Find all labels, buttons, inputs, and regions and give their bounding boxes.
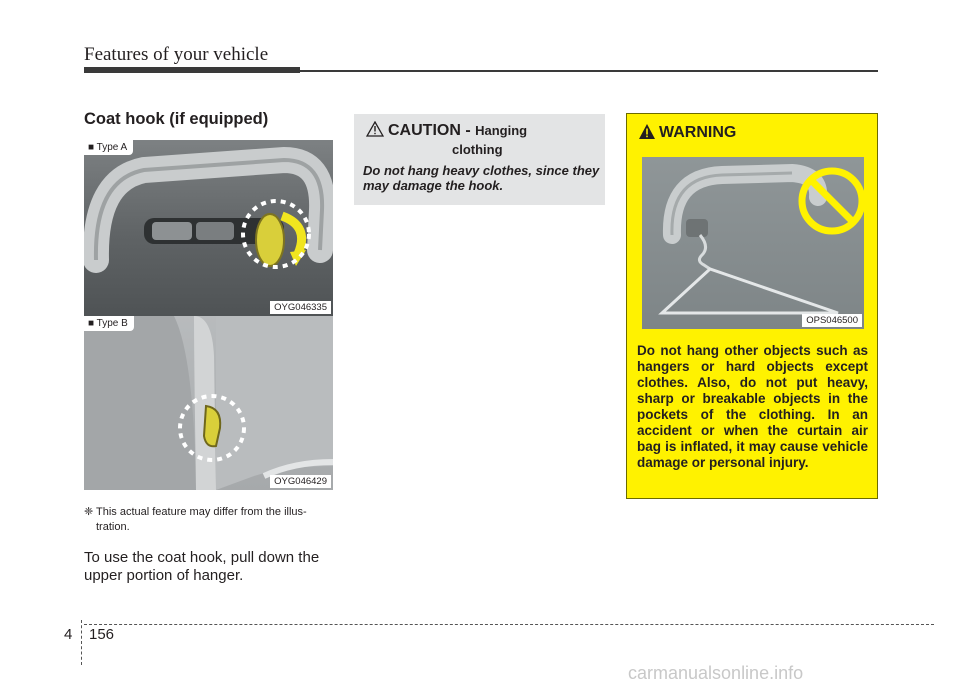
type-b-label: ■ Type B [84, 316, 134, 331]
hanger-warning-photo [642, 157, 864, 329]
caution-label: CAUTION - [388, 122, 471, 139]
watermark: carmanualsonline.info [628, 663, 804, 683]
note-line-1: This actual feature may differ from the illus- [96, 506, 307, 518]
caution-triangle-icon [366, 121, 384, 137]
warning-text: Do not hang other objects such as hangers or hard objects except clothes. Also, do not put heavy, sharp or breakable objects in the pockets of the clothing. In an accident or when the curtain air bag is inflated, it may cause vehicle damage or personal injury. [637, 343, 868, 470]
section-title: Features of your vehicle [84, 44, 269, 65]
type-b-photo [84, 316, 333, 490]
caution-text: Do not hang heavy clothes, since they may damage the hook. [363, 163, 600, 193]
type-a-code: OYG046335 [270, 301, 331, 314]
chapter-number: 4 [64, 626, 73, 643]
caution-topic-line-1: Hanging [475, 123, 528, 138]
page-number: 156 [89, 626, 115, 643]
grab-handle-illustration [84, 140, 333, 316]
type-a-label: ■ Type A [84, 140, 133, 155]
warning-triangle-icon [638, 123, 656, 140]
pillar-hook-illustration [84, 316, 333, 490]
warning-box [626, 113, 878, 499]
note-line-2: tration. [96, 521, 130, 533]
caution-box [354, 114, 605, 205]
type-a-photo [84, 140, 333, 316]
hanger-on-handle-illustration [642, 157, 864, 329]
type-b-code: OYG046429 [270, 475, 331, 488]
warning-photo-code: OPS046500 [802, 314, 862, 327]
usage-instructions: To use the coat hook, pull down the upper portion of hanger. [84, 549, 320, 584]
footer-rule [84, 624, 934, 625]
caution-topic-line-2: clothing [452, 142, 503, 157]
coat-hook-title: Coat hook (if equipped) [84, 110, 269, 128]
header-rule-thin [300, 70, 878, 72]
header-rule-thick [84, 67, 300, 73]
caution-heading [388, 122, 527, 140]
note-symbol: ❈ [84, 506, 94, 518]
rotation-arrow-icon [282, 216, 302, 254]
footer-divider [81, 620, 82, 665]
illustration-note [84, 505, 334, 535]
warning-label: WARNING [659, 124, 737, 141]
